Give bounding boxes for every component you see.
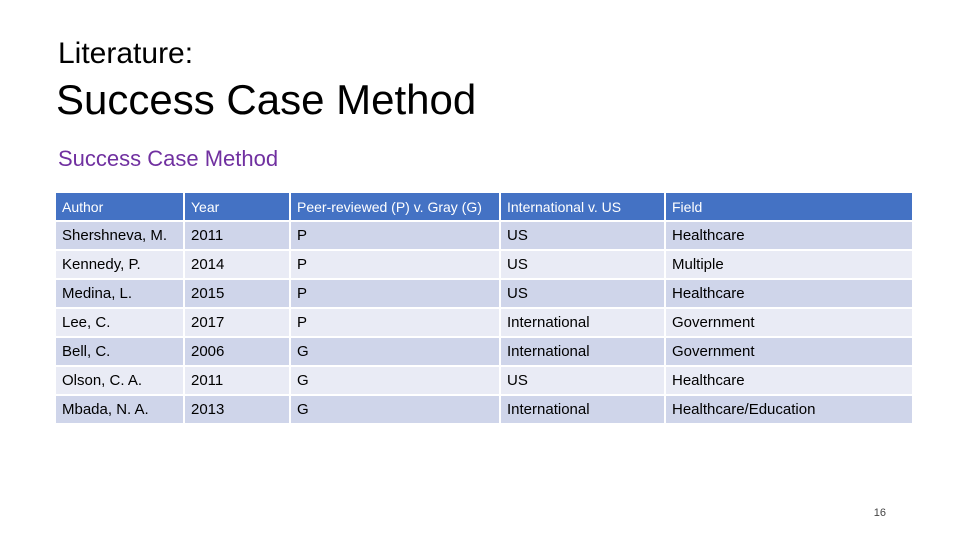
literature-table <box>54 191 914 425</box>
table-row <box>56 396 912 423</box>
cell-review-type: P <box>291 309 499 336</box>
cell-year: 2014 <box>185 251 289 278</box>
table-row <box>56 222 912 249</box>
section-subtitle: Success Case Method <box>58 146 279 171</box>
table-row <box>56 309 912 336</box>
cell-author: Medina, L. <box>56 280 183 307</box>
cell-author: Shershneva, M. <box>56 222 183 249</box>
cell-field: Multiple <box>666 251 912 278</box>
column-header-region: International v. US <box>501 193 664 220</box>
cell-review-type: P <box>291 222 499 249</box>
column-header-year: Year <box>185 193 289 220</box>
cell-field: Government <box>666 338 912 365</box>
cell-review-type: G <box>291 396 499 423</box>
table-row <box>56 251 912 278</box>
page-number: 16 <box>873 507 886 519</box>
slide-kicker: Literature: <box>58 37 194 70</box>
cell-review-type: P <box>291 251 499 278</box>
cell-region: International <box>501 338 664 365</box>
column-header-field: Field <box>666 193 912 220</box>
cell-year: 2017 <box>185 309 289 336</box>
cell-field: Healthcare <box>666 367 912 394</box>
cell-region: International <box>501 396 664 423</box>
table-row <box>56 367 912 394</box>
table-row <box>56 280 912 307</box>
cell-author: Bell, C. <box>56 338 183 365</box>
cell-field: Healthcare <box>666 222 912 249</box>
cell-region: US <box>501 280 664 307</box>
table-header-row <box>56 193 912 220</box>
slide-title: Success Case Method <box>56 76 477 123</box>
cell-field: Healthcare/Education <box>666 396 912 423</box>
cell-author: Olson, C. A. <box>56 367 183 394</box>
cell-region: US <box>501 367 664 394</box>
cell-year: 2011 <box>185 222 289 249</box>
cell-region: International <box>501 309 664 336</box>
cell-review-type: P <box>291 280 499 307</box>
cell-field: Healthcare <box>666 280 912 307</box>
cell-region: US <box>501 251 664 278</box>
cell-author: Lee, C. <box>56 309 183 336</box>
cell-year: 2013 <box>185 396 289 423</box>
cell-year: 2011 <box>185 367 289 394</box>
cell-review-type: G <box>291 338 499 365</box>
table-row <box>56 338 912 365</box>
column-header-review-type: Peer-reviewed (P) v. Gray (G) <box>291 193 499 220</box>
cell-region: US <box>501 222 664 249</box>
column-header-author: Author <box>56 193 183 220</box>
cell-year: 2006 <box>185 338 289 365</box>
cell-review-type: G <box>291 367 499 394</box>
cell-author: Mbada, N. A. <box>56 396 183 423</box>
cell-author: Kennedy, P. <box>56 251 183 278</box>
cell-field: Government <box>666 309 912 336</box>
cell-year: 2015 <box>185 280 289 307</box>
